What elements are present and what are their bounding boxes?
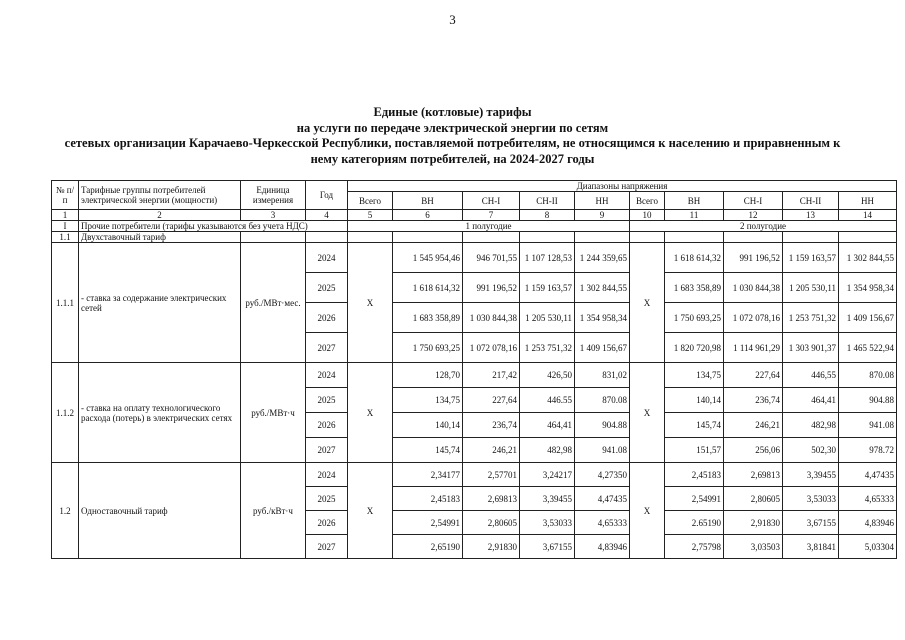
value-h2-cell: 941.08	[839, 413, 897, 438]
col-number: 6	[393, 210, 463, 221]
value-h1-cell: 1 409 156,67	[575, 333, 630, 363]
value-h2-cell: 4,47435	[839, 463, 897, 487]
value-h1-cell: 1 545 954,46	[393, 243, 463, 273]
value-h2-cell: 227,64	[724, 363, 783, 388]
value-h2-cell: 1 159 163,57	[783, 243, 839, 273]
value-h1-cell: 128,70	[393, 363, 463, 388]
col-number: 1	[52, 210, 79, 221]
value-h2-cell: 991 196,52	[724, 243, 783, 273]
col-number: 7	[463, 210, 520, 221]
value-h2-cell: 870.08	[839, 363, 897, 388]
value-h1-cell: 2,65190	[393, 535, 463, 559]
value-h2-cell: 1 409 156,67	[839, 303, 897, 333]
col-number: 5	[348, 210, 393, 221]
empty-cell	[463, 232, 520, 243]
col-number: 12	[724, 210, 783, 221]
value-h2-cell: 1 030 844,38	[724, 273, 783, 303]
value-h1-cell: 2,80605	[463, 511, 520, 535]
value-h2-cell: 978.72	[839, 438, 897, 463]
year-cell: 2024	[306, 363, 348, 388]
header-total-h1: Всего	[348, 192, 393, 210]
empty-cell	[665, 232, 724, 243]
group-unit: руб./МВт·ч	[241, 363, 306, 463]
value-h1-cell: 236,74	[463, 413, 520, 438]
total-h1-cell: Х	[348, 243, 393, 363]
col-number: 9	[575, 210, 630, 221]
header-sn2-h2: СН-II	[783, 192, 839, 210]
value-h2-cell: 256,06	[724, 438, 783, 463]
total-h2-cell: Х	[630, 243, 665, 363]
group-num: 1.1.1	[52, 243, 79, 363]
value-h1-cell: 1 244 359,65	[575, 243, 630, 273]
value-h2-cell: 145,74	[665, 413, 724, 438]
value-h1-cell: 134,75	[393, 388, 463, 413]
tariff-table	[51, 180, 897, 559]
value-h2-cell: 2,80605	[724, 487, 783, 511]
value-h1-cell: 904.88	[575, 413, 630, 438]
value-h1-cell: 1 354 958,34	[575, 303, 630, 333]
value-h2-cell: 2,54991	[665, 487, 724, 511]
header-row-1	[52, 181, 897, 192]
value-h1-cell: 1 205 530,11	[520, 303, 575, 333]
page-number: 3	[449, 12, 456, 27]
value-h1-cell: 831,02	[575, 363, 630, 388]
value-h2-cell: 2,91830	[724, 511, 783, 535]
empty-cell	[575, 232, 630, 243]
group-num: 1.2	[52, 463, 79, 559]
value-h1-cell: 991 196,52	[463, 273, 520, 303]
value-h2-cell: 1 114 961,29	[724, 333, 783, 363]
tariff-row	[52, 463, 897, 487]
value-h1-cell: 4,83946	[575, 535, 630, 559]
empty-cell	[241, 232, 306, 243]
header-nn-h2: НН	[839, 192, 897, 210]
year-cell: 2024	[306, 243, 348, 273]
col-number: 8	[520, 210, 575, 221]
value-h2-cell: 4,65333	[839, 487, 897, 511]
col-number: 11	[665, 210, 724, 221]
value-h2-cell: 2.65190	[665, 511, 724, 535]
tariff-table-body	[52, 181, 897, 559]
value-h1-cell: 2,69813	[463, 487, 520, 511]
value-h2-cell: 482,98	[783, 413, 839, 438]
year-cell: 2027	[306, 333, 348, 363]
value-h1-cell: 482,98	[520, 438, 575, 463]
value-h1-cell: 1 683 358,89	[393, 303, 463, 333]
value-h1-cell: 464,41	[520, 413, 575, 438]
value-h1-cell: 1 030 844,38	[463, 303, 520, 333]
value-h2-cell: 464,41	[783, 388, 839, 413]
header-vn-h1: ВН	[393, 192, 463, 210]
value-h2-cell: 246,21	[724, 413, 783, 438]
header-total-h2: Всего	[630, 192, 665, 210]
value-h1-cell: 1 750 693,25	[393, 333, 463, 363]
year-cell: 2025	[306, 487, 348, 511]
value-h1-cell: 2,91830	[463, 535, 520, 559]
value-h2-cell: 3,81841	[783, 535, 839, 559]
col-number: 2	[79, 210, 241, 221]
value-h1-cell: 227,64	[463, 388, 520, 413]
value-h1-cell: 3,39455	[520, 487, 575, 511]
col-number: 14	[839, 210, 897, 221]
header-vn-h2: ВН	[665, 192, 724, 210]
header-unit: Единица измерения	[241, 181, 306, 210]
empty-cell	[630, 232, 665, 243]
year-cell: 2025	[306, 273, 348, 303]
year-cell: 2027	[306, 535, 348, 559]
title-line-1: Единые (котловые) тарифы	[373, 105, 532, 119]
title-line-2: на услуги по передаче электрической энергии по сетям	[296, 120, 609, 135]
header-num: № п/п	[52, 181, 79, 210]
value-h2-cell: 1 302 844,55	[839, 243, 897, 273]
empty-cell	[724, 232, 783, 243]
group-unit: руб./кВт·ч	[241, 463, 306, 559]
empty-cell	[348, 232, 393, 243]
value-h1-cell: 426,50	[520, 363, 575, 388]
value-h2-cell: 1 303 901,37	[783, 333, 839, 363]
value-h1-cell: 1 302 844,55	[575, 273, 630, 303]
value-h1-cell: 217,42	[463, 363, 520, 388]
section-label: Прочие потребители (тарифы указываются без учета НДС)	[79, 221, 348, 232]
title-line-4: нему категориям потребителей, на 2024-2027 годы	[310, 151, 595, 166]
value-h1-cell: 2,57701	[463, 463, 520, 487]
value-h1-cell: 941.08	[575, 438, 630, 463]
value-h1-cell: 870.08	[575, 388, 630, 413]
value-h2-cell: 140,14	[665, 388, 724, 413]
value-h2-cell: 5,03304	[839, 535, 897, 559]
value-h1-cell: 145,74	[393, 438, 463, 463]
value-h2-cell: 1 683 358,89	[665, 273, 724, 303]
year-cell: 2026	[306, 303, 348, 333]
half-year-2-label: 2 полугодие	[630, 221, 897, 232]
total-h2-cell: Х	[630, 363, 665, 463]
value-h2-cell: 1 618 614,32	[665, 243, 724, 273]
total-h1-cell: Х	[348, 463, 393, 559]
header-year: Год	[306, 181, 348, 210]
header-ranges: Диапазоны напряжения	[348, 181, 897, 192]
group-num: 1.1.2	[52, 363, 79, 463]
subsection-row	[52, 232, 897, 243]
empty-cell	[393, 232, 463, 243]
value-h2-cell: 151,57	[665, 438, 724, 463]
value-h1-cell: 4,27350	[575, 463, 630, 487]
value-h2-cell: 502,30	[783, 438, 839, 463]
header-sn2-h1: СН-II	[520, 192, 575, 210]
value-h2-cell: 1 750 693,25	[665, 303, 724, 333]
half-year-1-label: 1 полугодие	[348, 221, 630, 232]
empty-cell	[839, 232, 897, 243]
value-h1-cell: 3,24217	[520, 463, 575, 487]
value-h2-cell: 2,75798	[665, 535, 724, 559]
tariff-row	[52, 363, 897, 388]
value-h2-cell: 3,67155	[783, 511, 839, 535]
document-title	[0, 105, 905, 167]
value-h1-cell: 2,34177	[393, 463, 463, 487]
value-h2-cell: 3,53033	[783, 487, 839, 511]
value-h2-cell: 134,75	[665, 363, 724, 388]
group-unit: руб./МВт·мес.	[241, 243, 306, 363]
total-h2-cell: Х	[630, 463, 665, 559]
value-h1-cell: 3,53033	[520, 511, 575, 535]
tariff-row	[52, 243, 897, 273]
col-number: 10	[630, 210, 665, 221]
value-h2-cell: 2,45183	[665, 463, 724, 487]
value-h2-cell: 904.88	[839, 388, 897, 413]
section-row	[52, 221, 897, 232]
col-number: 3	[241, 210, 306, 221]
header-nn-h1: НН	[575, 192, 630, 210]
year-cell: 2027	[306, 438, 348, 463]
value-h2-cell: 3,39455	[783, 463, 839, 487]
title-line-3: сетевых организации Карачаево-Черкесской Республики, поставляемой потребителям, не относящимся к населению и приравненным к	[64, 136, 841, 150]
value-h2-cell: 1 354 958,34	[839, 273, 897, 303]
group-label: - ставка на оплату технологического расхода (потерь) в электрических сетях	[79, 363, 241, 463]
year-cell: 2024	[306, 463, 348, 487]
value-h2-cell: 4,83946	[839, 511, 897, 535]
value-h2-cell: 1 465 522,94	[839, 333, 897, 363]
empty-cell	[520, 232, 575, 243]
value-h2-cell: 1 072 078,16	[724, 303, 783, 333]
value-h1-cell: 2,54991	[393, 511, 463, 535]
value-h1-cell: 1 072 078,16	[463, 333, 520, 363]
col-number: 13	[783, 210, 839, 221]
group-label: Одноставочный тариф	[79, 463, 241, 559]
section-num: I	[52, 221, 79, 232]
value-h1-cell: 246,21	[463, 438, 520, 463]
value-h2-cell: 3,03503	[724, 535, 783, 559]
value-h1-cell: 1 159 163,57	[520, 273, 575, 303]
group-label: - ставка за содержание электрических сетей	[79, 243, 241, 363]
header-group: Тарифные группы потребителей электрической энергии (мощности)	[79, 181, 241, 210]
value-h2-cell: 1 253 751,32	[783, 303, 839, 333]
value-h1-cell: 946 701,55	[463, 243, 520, 273]
value-h1-cell: 4,47435	[575, 487, 630, 511]
value-h1-cell: 3,67155	[520, 535, 575, 559]
year-cell: 2026	[306, 413, 348, 438]
empty-cell	[783, 232, 839, 243]
value-h2-cell: 236,74	[724, 388, 783, 413]
column-number-row	[52, 210, 897, 221]
value-h1-cell: 446.55	[520, 388, 575, 413]
value-h1-cell: 140,14	[393, 413, 463, 438]
header-sn1-h1: СН-I	[463, 192, 520, 210]
header-sn1-h2: СН-I	[724, 192, 783, 210]
value-h2-cell: 2,69813	[724, 463, 783, 487]
year-cell: 2026	[306, 511, 348, 535]
value-h1-cell: 1 618 614,32	[393, 273, 463, 303]
value-h1-cell: 2,45183	[393, 487, 463, 511]
value-h2-cell: 446,55	[783, 363, 839, 388]
empty-cell	[306, 232, 348, 243]
value-h1-cell: 1 253 751,32	[520, 333, 575, 363]
total-h1-cell: Х	[348, 363, 393, 463]
value-h1-cell: 4,65333	[575, 511, 630, 535]
year-cell: 2025	[306, 388, 348, 413]
subsection-num: 1.1	[52, 232, 79, 243]
subsection-label: Двухставочный тариф	[79, 232, 241, 243]
value-h1-cell: 1 107 128,53	[520, 243, 575, 273]
col-number: 4	[306, 210, 348, 221]
value-h2-cell: 1 820 720,98	[665, 333, 724, 363]
value-h2-cell: 1 205 530,11	[783, 273, 839, 303]
